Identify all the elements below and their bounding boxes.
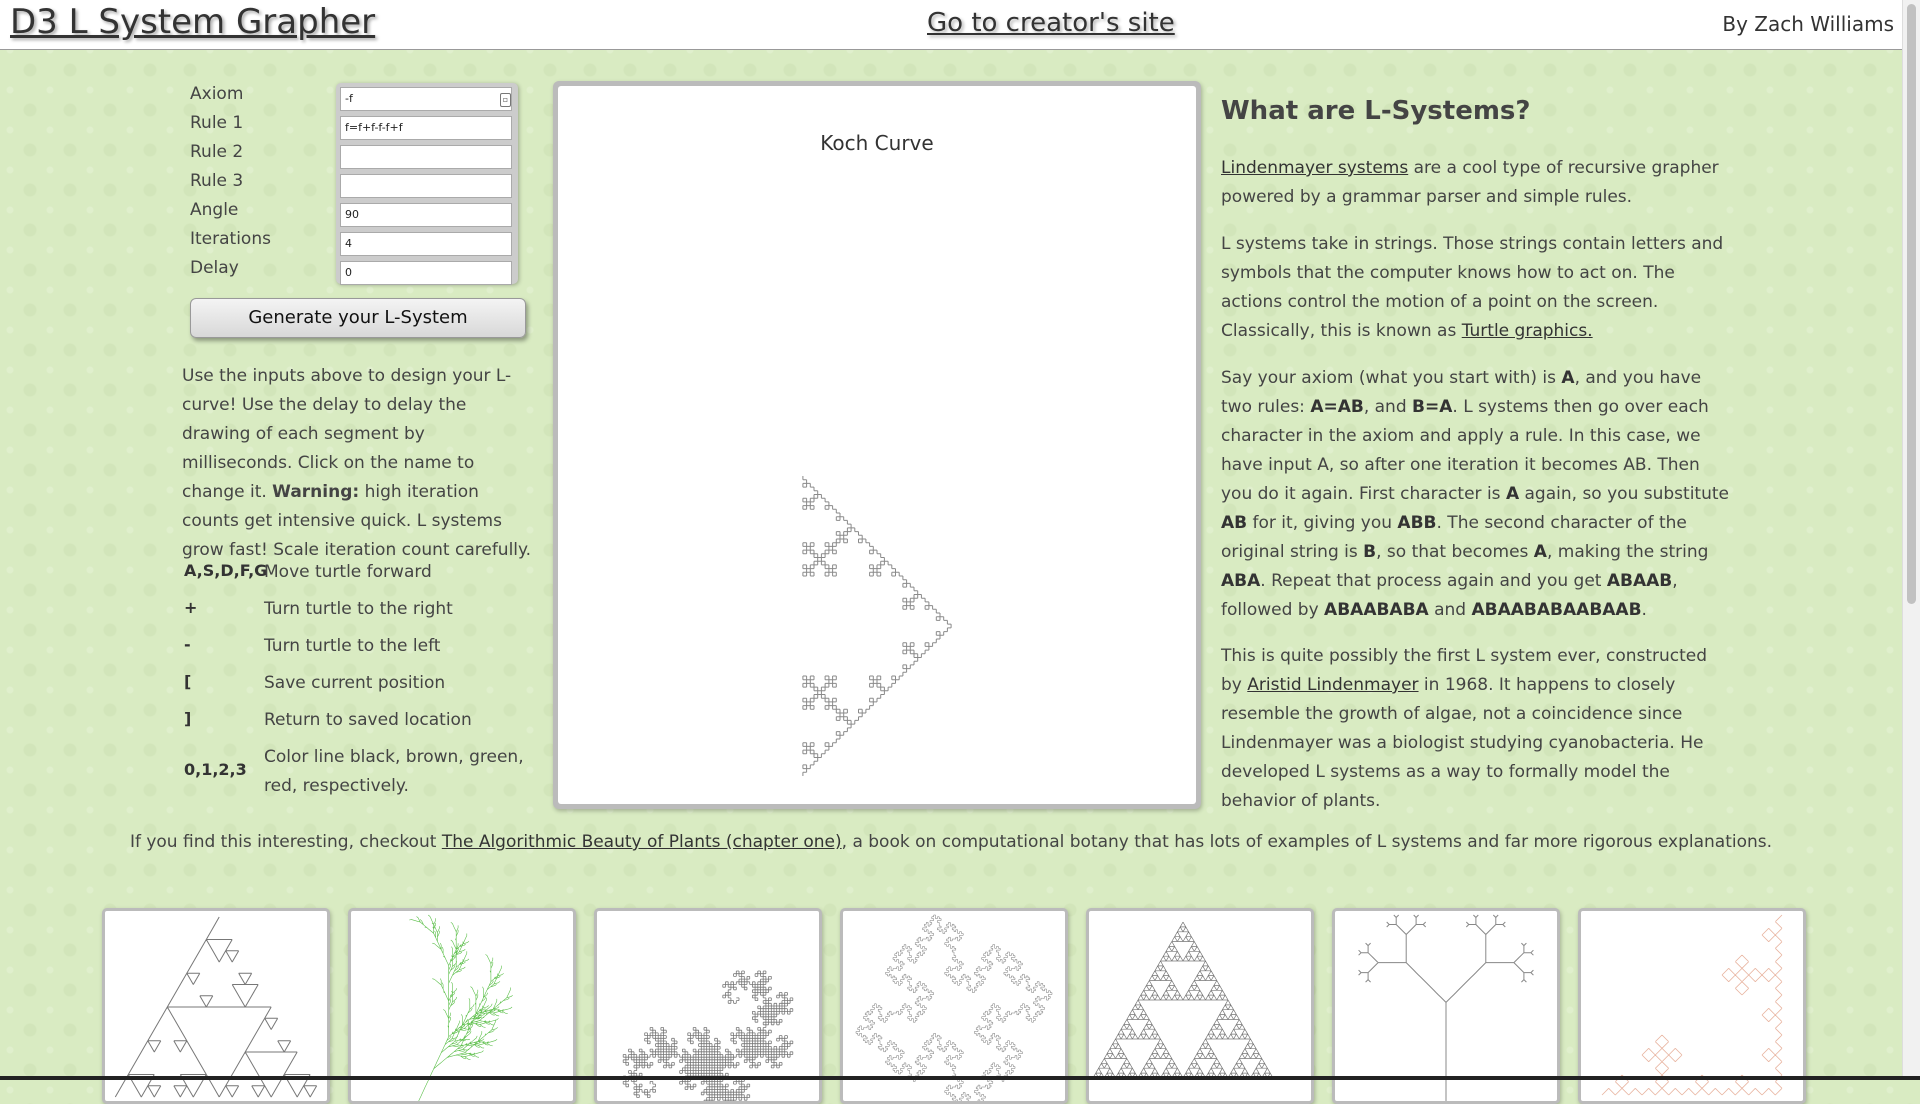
scrollbar-thumb[interactable] [1907, 4, 1916, 604]
about-paragraph-4 [1221, 642, 1733, 816]
aristid-lindenmayer-link[interactable]: Aristid Lindenmayer [1247, 675, 1419, 695]
iterations-label: Iterations [190, 229, 271, 249]
about-p3-segment: Say your axiom (what you start with) is [1221, 368, 1562, 388]
sierpinski-triangle-thumbnail [1093, 922, 1273, 1078]
fractal-plant-thumbnail [409, 915, 512, 1101]
command-desc: Turn turtle to the right [264, 599, 453, 619]
dragon-curve-thumbnail [623, 971, 793, 1101]
about-p3-segment: A [1505, 484, 1520, 504]
vertical-scrollbar[interactable] [1902, 0, 1920, 1080]
command-symbol: ] [184, 709, 192, 728]
about-p3-segment: . The second character of the original string is [1221, 513, 1687, 562]
inputs-group [336, 83, 518, 284]
thumbnail-island-curve[interactable] [840, 908, 1068, 1104]
intro-warning: Warning: [272, 482, 360, 502]
thumbnail-drawing [1089, 911, 1311, 1101]
about-p3-segment: and [1428, 600, 1472, 620]
angle-label: Angle [190, 200, 239, 220]
thumbnail-drawing [105, 911, 327, 1101]
thumbnail-colored-curve[interactable] [1578, 908, 1806, 1104]
about-p3-segment: ABAAB [1606, 571, 1673, 591]
canvas-frame [553, 81, 1201, 809]
intro-part2: high iteration counts get intensive quick. L systems grow fast! Scale iteration count carefully. [182, 482, 532, 560]
about-p3-segment: ABAABABAABAAB [1471, 600, 1642, 620]
axiom-label: Axiom [190, 84, 244, 104]
island-curve-thumbnail [856, 915, 1052, 1101]
thumbnail-sierpinski-triangle[interactable] [1086, 908, 1314, 1104]
intro-part1: Use the inputs above to design your L-curve! Use the delay to delay the drawing of each segment by milliseconds. Click on the name to change it. [182, 366, 512, 502]
turtle-graphics-link[interactable]: Turtle graphics. [1461, 321, 1593, 341]
about-p3-segment: again, so you substitute [1519, 484, 1729, 504]
thumbnail-drawing [351, 911, 573, 1101]
site-title-link[interactable]: D3 L System Grapher [10, 2, 376, 42]
creator-site-link[interactable]: Go to creator's site [927, 8, 1175, 38]
about-p3-segment: A=AB [1310, 397, 1364, 417]
command-symbol: + [184, 598, 198, 617]
koch-curve-drawing [558, 86, 1196, 804]
thumbnail-drawing [1335, 911, 1557, 1101]
input-toggle-icon[interactable]: ▫ [500, 93, 511, 107]
about-p3-segment: ABA [1221, 571, 1261, 591]
sierpinski-arrow-thumbnail [115, 917, 316, 1097]
about-p3-segment: , followed by [1221, 571, 1678, 620]
command-symbol: A,S,D,F,G [184, 561, 268, 580]
about-p3-segment: , making the string [1546, 542, 1709, 562]
command-symbol: 0,1,2,3 [184, 760, 247, 779]
about-p4-text-b: in 1968. It happens to closely resemble the growth of algae, not a coincidence since Lindenmayer was a biologist studying cyanobacteria. He developed L systems as a way to formally model the behavior of plants. [1221, 675, 1704, 811]
thumbnail-fractal-plant[interactable] [348, 908, 576, 1104]
rule1-input[interactable]: f=f+f-f-f+f [340, 116, 512, 140]
about-p3-segment: , and [1363, 397, 1413, 417]
binary-tree-thumbnail [1359, 915, 1534, 1101]
about-p3-segment: ABAABABA [1324, 600, 1429, 620]
top-bar [0, 0, 1902, 50]
about-p3-segment: , and you have two rules: [1221, 368, 1702, 417]
about-p3-segment: B=A [1412, 397, 1453, 417]
drawing-canvas [558, 86, 1196, 804]
about-paragraph-2 [1221, 230, 1733, 346]
algorithmic-beauty-link[interactable]: The Algorithmic Beauty of Plants (chapter one) [441, 832, 842, 852]
thumbnail-sierpinski-arrow[interactable] [102, 908, 330, 1104]
intro-text [182, 362, 532, 565]
thumbnail-binary-tree[interactable] [1332, 908, 1560, 1104]
generate-button[interactable]: Generate your L-System [190, 298, 526, 338]
about-p3-segment: A [1533, 542, 1547, 562]
thumbnail-drawing [597, 911, 819, 1101]
command-symbol: [ [184, 672, 192, 691]
byline: By Zach Williams [1722, 12, 1894, 36]
about-p1-text: are a cool type of recursive grapher powered by a grammar parser and simple rules. [1221, 158, 1719, 207]
rule3-label: Rule 3 [190, 171, 244, 191]
command-desc: Color line black, brown, green, red, respectively. [264, 747, 524, 796]
command-desc: Turn turtle to the left [264, 636, 441, 656]
thumbnail-drawing [843, 911, 1065, 1101]
window-bottom-edge [0, 1076, 1920, 1080]
lindenmayer-systems-link[interactable]: Lindenmayer systems [1221, 158, 1409, 178]
curve-name[interactable]: Koch Curve [820, 131, 934, 155]
thumbnail-drawing [1581, 911, 1803, 1101]
about-p3-segment: ABB [1397, 513, 1437, 533]
about-paragraph-3 [1221, 364, 1733, 625]
command-symbol: - [184, 635, 191, 654]
about-p3-segment: . Repeat that process again and you get [1260, 571, 1607, 591]
about-heading: What are L-Systems? [1221, 96, 1531, 126]
about-p2-text: L systems take in strings. Those strings contain letters and symbols that the computer knows how to act on. The actions control the motion of a point on the screen. Classically, this is known as [1221, 234, 1724, 341]
about-p3-segment: . [1641, 600, 1647, 620]
about-p3-segment: B [1363, 542, 1377, 562]
about-p3-segment: for it, giving you [1247, 513, 1398, 533]
iterations-input[interactable]: 4 [340, 232, 512, 256]
rule2-label: Rule 2 [190, 142, 244, 162]
thumbnail-dragon-curve[interactable] [594, 908, 822, 1104]
command-desc: Save current position [264, 673, 446, 693]
rule2-input[interactable] [340, 145, 512, 169]
footer-text [0, 832, 1902, 852]
koch-curve-path [803, 476, 951, 776]
delay-label: Delay [190, 258, 239, 278]
about-p3-segment: A [1561, 368, 1575, 388]
about-p3-segment: AB [1221, 513, 1248, 533]
about-section [1221, 96, 1733, 811]
footer-before: If you find this interesting, checkout [129, 832, 442, 852]
about-p3-segment: . L systems then go over each character in the axiom and apply a rule. In this case, we have input A, so after one iteration it becomes AB. Then you do it again. First character is [1221, 397, 1709, 504]
about-paragraph-1 [1221, 154, 1733, 212]
about-p4-text-a: This is quite possibly the first L system ever, constructed by [1221, 646, 1708, 695]
delay-input[interactable]: 0 [340, 261, 512, 285]
rule1-label: Rule 1 [190, 113, 244, 133]
footer-after: , a book on computational botany that has lots of examples of L systems and far more rigorous explanations. [841, 832, 1773, 852]
rule3-input[interactable] [340, 174, 512, 198]
command-desc: Return to saved location [264, 710, 472, 730]
command-desc: Move turtle forward [264, 562, 432, 582]
about-p3-segment: , so that becomes [1376, 542, 1534, 562]
angle-input[interactable]: 90 [340, 203, 512, 227]
colored-curve-thumbnail [1602, 915, 1782, 1095]
axiom-input[interactable]: -f [340, 87, 512, 111]
